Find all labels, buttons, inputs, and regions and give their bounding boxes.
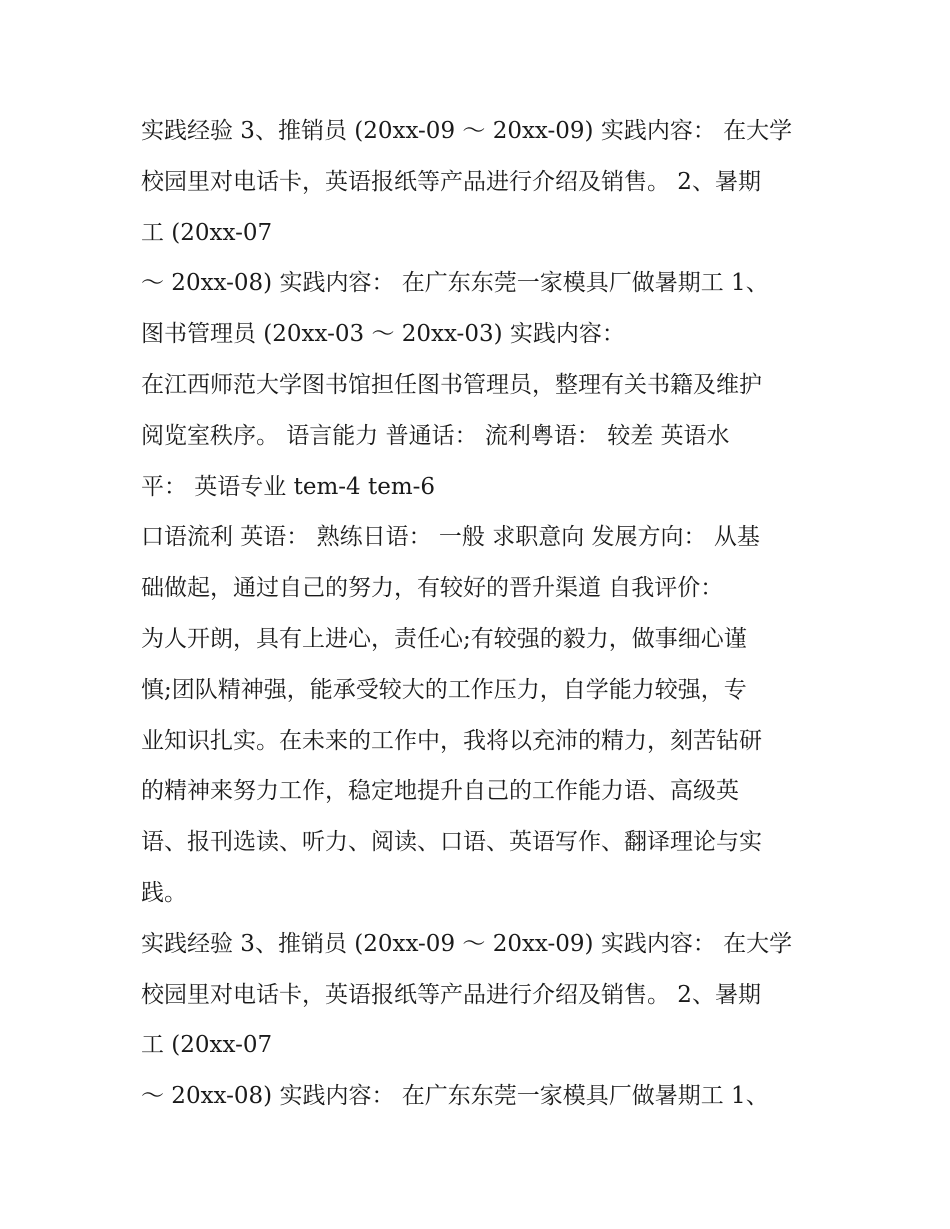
text-line: 践。 (141, 879, 187, 906)
document-body (141, 106, 821, 1122)
text-line: 平： 英语专业 tem-4 tem-6 (141, 473, 436, 500)
text-line: 校园里对电话卡，英语报纸等产品进行介绍及销售。 2、暑期 (141, 168, 761, 195)
text-line: 校园里对电话卡，英语报纸等产品进行介绍及销售。 2、暑期 (141, 981, 761, 1008)
text-line: 实践经验 3、推销员 (20xx-09 ～ 20xx-09) 实践内容： 在大学 (141, 118, 793, 144)
text-line: 业知识扎实。在未来的工作中，我将以充沛的精力，刻苦钻研 (141, 727, 762, 754)
text-line: ～ 20xx-08) 实践内容： 在广东东莞一家模具厂做暑期工 1、 (141, 270, 769, 297)
text-line: 工 (20xx-07 (141, 219, 273, 246)
text-line: 语、报刊选读、听力、阅读、口语、英语写作、翻译理论与实 (141, 829, 762, 856)
text-line: 图书管理员 (20xx-03 ～ 20xx-03) 实践内容： (141, 321, 625, 348)
text-line: 础做起，通过自己的努力，有较好的晋升渠道 自我评价： (141, 575, 724, 602)
text-line: 慎;团队精神强，能承受较大的工作压力，自学能力较强，专 (141, 676, 747, 703)
text-line: 在江西师范大学图书馆担任图书管理员，整理有关书籍及维护 (141, 371, 762, 398)
text-line: 阅览室秩序。 语言能力 普通话： 流利粤语： 较差 英语水 (141, 422, 730, 449)
text-line: 为人开朗，具有上进心，责任心;有较强的毅力，做事细心谨 (141, 625, 747, 652)
text-line: 口语流利 英语： 熟练日语： 一般 求职意向 发展方向： 从基 (141, 524, 760, 551)
text-line: 工 (20xx-07 (141, 1032, 273, 1059)
text-line: 实践经验 3、推销员 (20xx-09 ～ 20xx-09) 实践内容： 在大学 (141, 930, 793, 957)
text-line: ～ 20xx-08) 实践内容： 在广东东莞一家模具厂做暑期工 1、 (141, 1083, 769, 1110)
text-line: 的精神来努力工作，稳定地提升自己的工作能力语、高级英 (141, 778, 739, 805)
